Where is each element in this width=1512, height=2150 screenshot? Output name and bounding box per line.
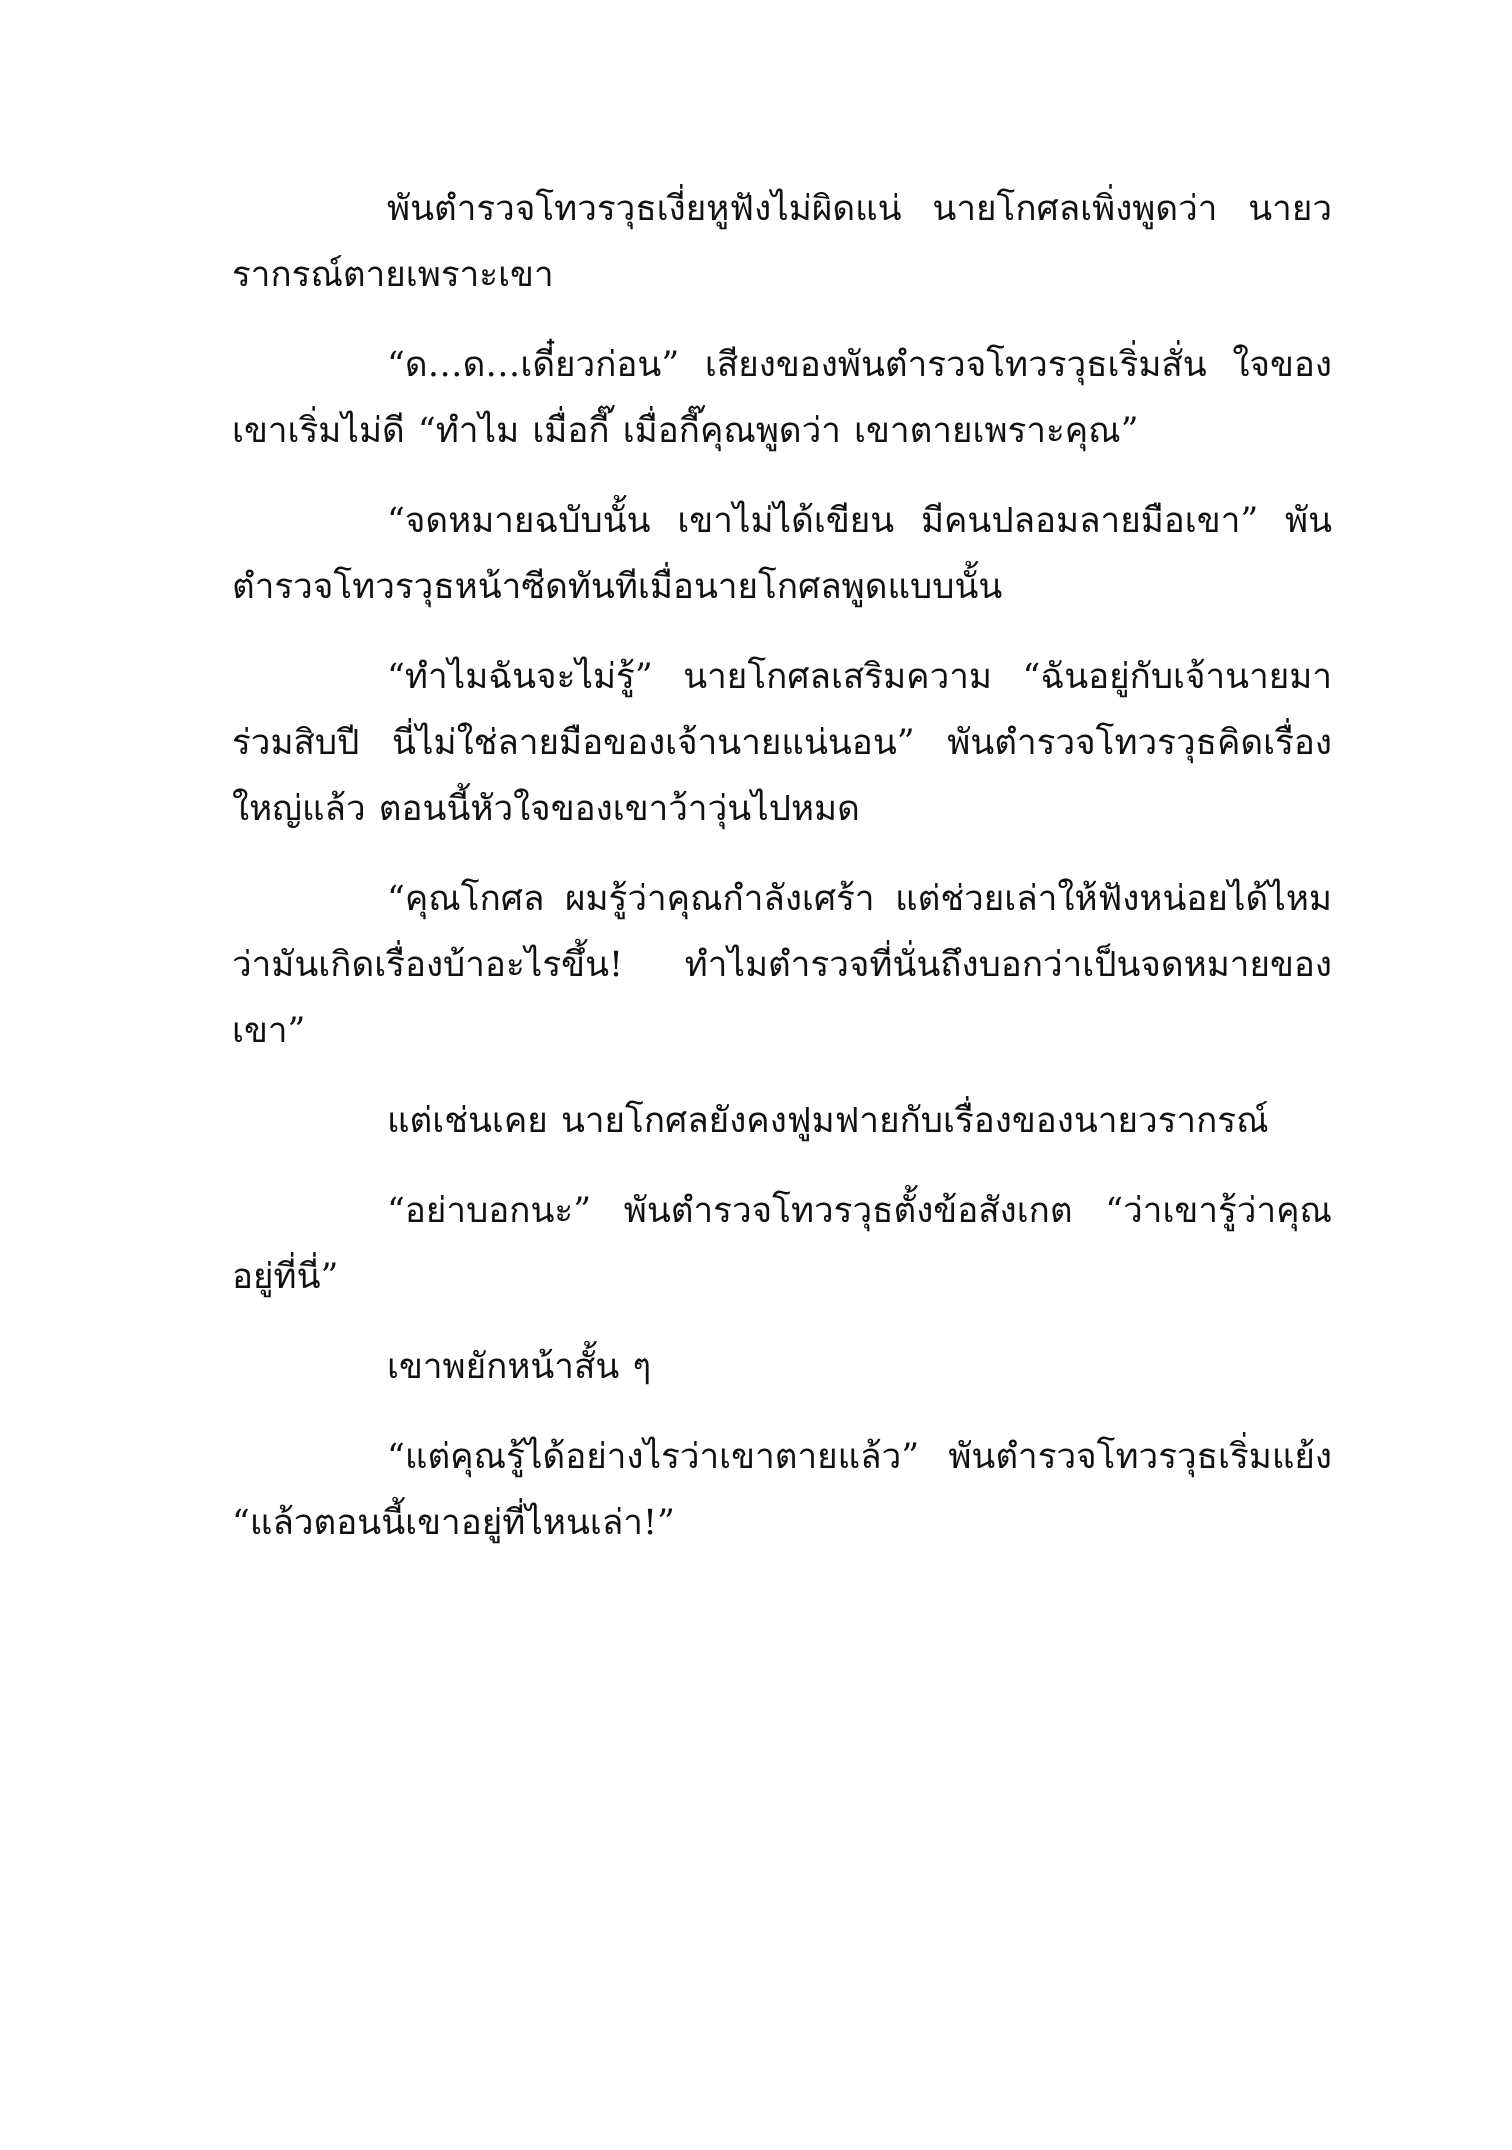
paragraph-9: “แต่คุณรู้ได้อย่างไรว่าเขาตายแล้ว” พันตำรวจโทวรวุธเริ่มแย้ง “แล้วตอนนี้เขาอยู่ที่ไหนเล่า!” — [232, 1437, 1332, 1543]
paragraph-5: “คุณโกศล ผมรู้ว่าคุณกำลังเศร้า แต่ช่วยเล่าให้ฟังหน่อยได้ไหมว่ามันเกิดเรื่องบ้าอะไรขึ้น! ทำไมตำรวจที่นั่นถึงบอกว่าเป็นจดหมายของเขา” — [232, 879, 1332, 1051]
paragraph-6: แต่เช่นเคย นายโกศลยังคงฟูมฟายกับเรื่องของนายวรากรณ์ — [387, 1101, 1269, 1141]
paragraph-4: “ทำไมฉันจะไม่รู้” นายโกศลเสริมความ “ฉันอยู่กับเจ้านายมาร่วมสิบปี นี่ไม่ใช่ลายมือของเจ้านายแน่นอน” พันตำรวจโทวรวุธคิดเรื่องใหญ่แล้ว ตอนนี้หัวใจของเขาว้าวุ่นไปหมด — [232, 657, 1332, 829]
paragraph-3: “จดหมายฉบับนั้น เขาไม่ได้เขียน มีคนปลอมลายมือเขา” พันตำรวจโทวรวุธหน้าซีดทันทีเมื่อนายโกศลพูดแบบนั้น — [232, 501, 1332, 607]
paragraph-1: พันตำรวจโทวรวุธเงี่ยหูฟังไม่ผิดแน่ นายโกศลเพิ่งพูดว่า นายวรากรณ์ตายเพราะเขา — [232, 189, 1332, 295]
paragraph-7: “อย่าบอกนะ” พันตำรวจโทวรวุธตั้งข้อสังเกต “ว่าเขารู้ว่าคุณอยู่ที่นี่” — [232, 1191, 1332, 1297]
paragraph-8: เขาพยักหน้าสั้น ๆ — [387, 1347, 652, 1387]
story-text — [232, 176, 1332, 1580]
paragraph-2: “ด…ด…เดี๋ยวก่อน” เสียงของพันตำรวจโทวรวุธเริ่มสั่น ใจของเขาเริ่มไม่ดี “ทำไม เมื่อกี๊ เมื่อกี๊คุณพูดว่า เขาตายเพราะคุณ” — [232, 345, 1332, 451]
